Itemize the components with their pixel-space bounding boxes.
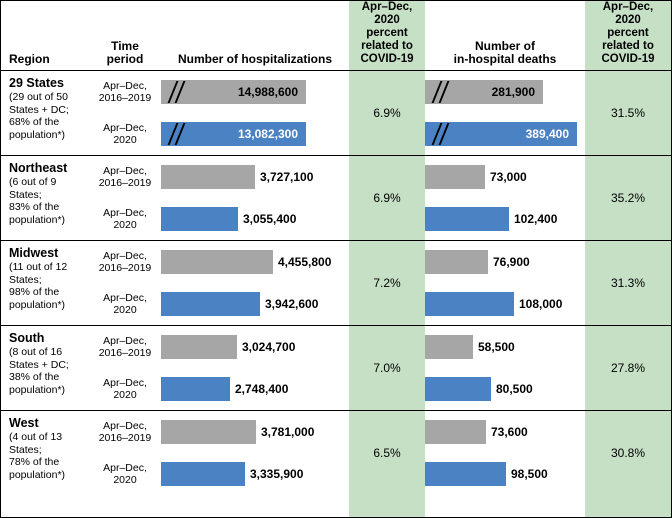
data-table [1,1,671,495]
period-2020-line2: 2020 [113,389,137,401]
death-covid-percent-value: 30.8% [610,446,646,460]
period-2020-line1: Apr–Dec, [103,121,147,134]
period-baseline [89,241,161,283]
header-in-hospital-deaths [425,1,585,71]
bar-baseline [161,80,306,104]
bar-row-2020 [161,113,349,155]
bar-value-label: 3,942,600 [265,297,319,311]
table-header-row [1,1,671,71]
period-cell [89,71,161,156]
axis-break-icon [169,81,187,103]
header-hosp-pct-line5: COVID-19 [360,53,414,65]
bar-value-label: 3,335,900 [250,467,304,481]
death-covid-percent-cell [585,156,671,241]
period-baseline [89,71,161,113]
hospitalization-covid-percent-cell [349,326,425,411]
period-baseline-line1: Apr–Dec, [103,249,147,262]
period-2020-line1: Apr–Dec, [103,376,147,389]
period-cell [89,411,161,496]
hospitalization-bars [161,411,349,496]
header-death-covid-percent [585,1,671,71]
hospitalization-covid-percent-value: 6.9% [373,191,401,205]
region-sub-line2: States; [9,443,42,456]
header-hosp-pct-line4: related to [361,40,413,52]
header-region: Region [9,52,50,66]
table-row [1,326,671,411]
bar-baseline [161,335,237,359]
hospitalization-bars [161,241,349,326]
table-row [1,71,671,156]
bar-row-2020 [425,283,585,325]
header-hospitalization-covid-percent [349,1,425,71]
region-sub-line2: States; [9,188,42,201]
bar-value-label: 98,500 [511,467,548,481]
period-2020 [89,198,161,240]
period-2020-line1: Apr–Dec, [103,206,147,219]
period-baseline [89,156,161,198]
bar-baseline [161,165,255,189]
death-covid-percent-cell [585,411,671,496]
bar-row-2020 [161,283,349,325]
bar-row-2020 [425,453,585,495]
period-2020 [89,113,161,155]
header-time-period-line1: Time [111,39,139,53]
bar-value-label: 13,082,300 [237,127,298,141]
table-row [1,411,671,496]
hospitalization-covid-percent-cell [349,411,425,496]
region-name: Midwest [9,246,59,260]
header-death-pct-line2: 2020 [615,14,641,26]
death-covid-percent-cell [585,241,671,326]
bar-2020 [425,207,509,231]
region-name: South [9,331,45,345]
bar-row-baseline [425,156,585,198]
hospitalization-bars [161,71,349,156]
hospitalization-covid-percent-cell [349,156,425,241]
axis-break-icon [433,123,451,145]
header-deaths-line1: Number of [475,39,535,53]
header-time-period-line2: period [106,52,144,66]
hospitalization-bars [161,156,349,241]
region-sub-line1: (8 out of 16 [9,346,63,358]
period-baseline [89,326,161,368]
header-hosp-pct-line3: percent [366,27,408,39]
period-baseline-line1: Apr–Dec, [103,334,147,347]
bar-row-baseline [425,241,585,283]
header-hospitalizations: Number of hospitalizations [177,52,332,66]
bar-row-baseline [161,156,349,198]
region-sub-line3: 68% of the [9,116,60,128]
death-bars [425,71,585,156]
region-sub-line3: 78% of the [9,456,60,468]
region-cell [1,326,89,411]
death-bars [425,411,585,496]
region-sub-line4: population*) [9,128,66,141]
period-baseline-line2: 2016–2019 [98,432,152,444]
bar-row-baseline [161,411,349,453]
period-cell [89,326,161,411]
header-death-pct-line3: percent [607,27,649,39]
bar-value-label: 58,500 [478,340,515,354]
table-row [1,156,671,241]
period-cell [89,241,161,326]
bar-value-label: 102,400 [514,212,558,226]
period-cell [89,156,161,241]
bar-2020 [425,122,577,146]
axis-break-icon [169,123,187,145]
death-bars [425,156,585,241]
death-covid-percent-cell [585,326,671,411]
header-death-pct-line4: related to [602,40,654,52]
period-2020-line2: 2020 [113,304,137,316]
hospitalization-covid-percent-cell [349,71,425,156]
region-sub-line3: 38% of the [9,371,60,383]
bar-row-baseline [425,411,585,453]
period-2020-line1: Apr–Dec, [103,461,147,474]
bar-baseline [425,335,473,359]
region-sub-line3: 98% of the [9,286,60,298]
region-name: Northeast [9,161,68,175]
region-cell [1,241,89,326]
region-sub-line1: (4 out of 13 [9,431,63,443]
region-sub-line4: population*) [9,383,66,396]
region-sub-line4: population*) [9,213,66,226]
header-death-pct-line5: COVID-19 [601,53,655,65]
death-covid-percent-value: 35.2% [610,191,646,205]
period-baseline-line1: Apr–Dec, [103,79,147,92]
region-cell [1,156,89,241]
bar-value-label: 76,900 [493,255,530,269]
bar-row-2020 [425,368,585,410]
period-2020 [89,453,161,495]
region-sub-line2: States + DC; [9,103,69,116]
death-covid-percent-value: 31.3% [610,276,646,290]
death-covid-percent-value: 31.5% [610,106,646,120]
region-sub-line4: population*) [9,298,66,311]
region-sub-line1: (29 out of 50 [9,91,68,103]
bar-row-2020 [161,453,349,495]
region-sub-line2: States + DC; [9,358,69,371]
bar-value-label: 3,727,100 [260,170,314,184]
bar-row-2020 [161,368,349,410]
bar-2020 [161,377,230,401]
header-hosp-pct-line1: Apr–Dec, [361,1,413,13]
bar-value-label: 80,500 [496,382,533,396]
bar-2020 [425,377,491,401]
bar-value-label: 3,781,000 [261,425,315,439]
header-time-period [89,1,161,71]
region-sub-line1: (11 out of 12 [9,261,68,273]
axis-break-icon [433,81,451,103]
bar-value-label: 389,400 [525,127,569,141]
bar-row-2020 [425,113,585,155]
period-2020 [89,368,161,410]
bar-baseline [161,250,273,274]
bar-value-label: 73,600 [491,425,528,439]
period-2020-line2: 2020 [113,474,137,486]
bar-2020 [161,207,238,231]
hospitalization-covid-percent-value: 7.2% [373,276,401,290]
region-sub-line2: States; [9,273,42,286]
bar-2020 [425,462,506,486]
death-bars [425,326,585,411]
bar-row-baseline [161,241,349,283]
header-deaths-line2: in-hospital deaths [453,52,557,66]
region-cell [1,71,89,156]
period-baseline-line2: 2016–2019 [98,262,152,274]
period-baseline-line2: 2016–2019 [98,177,152,189]
period-2020-line1: Apr–Dec, [103,291,147,304]
death-bars [425,241,585,326]
region-cell [1,411,89,496]
hospitalization-covid-percent-value: 6.9% [373,106,401,120]
region-sub-line4: population*) [9,468,66,481]
period-2020-line2: 2020 [113,134,137,146]
region-name: 29 States [9,76,64,90]
bar-row-baseline [161,71,349,113]
header-hosp-pct-line2: 2020 [374,14,400,26]
period-baseline-line2: 2016–2019 [98,347,152,359]
bar-value-label: 2,748,400 [235,382,289,396]
bar-baseline [425,420,486,444]
hospitalization-covid-percent-cell [349,241,425,326]
bar-baseline [161,420,256,444]
bar-baseline [425,250,488,274]
hospitalization-covid-percent-value: 7.0% [373,361,401,375]
bar-2020 [161,462,245,486]
bar-value-label: 3,024,700 [242,340,296,354]
bar-2020 [425,292,514,316]
bar-row-baseline [425,326,585,368]
bar-value-label: 14,988,600 [237,85,298,99]
period-baseline-line1: Apr–Dec, [103,164,147,177]
bar-row-2020 [161,198,349,240]
bar-row-baseline [161,326,349,368]
period-baseline [89,411,161,453]
bar-value-label: 281,900 [491,85,535,99]
bar-row-baseline [425,71,585,113]
bar-value-label: 108,000 [519,297,563,311]
bar-row-2020 [425,198,585,240]
bar-value-label: 73,000 [490,170,527,184]
table-row [1,241,671,326]
period-baseline-line1: Apr–Dec, [103,419,147,432]
region-sub-line3: 83% of the [9,201,60,213]
hospitalization-bars [161,326,349,411]
death-covid-percent-cell [585,71,671,156]
bar-2020 [161,122,306,146]
bar-value-label: 3,055,400 [243,212,297,226]
bar-baseline [425,165,485,189]
period-baseline-line2: 2016–2019 [98,92,152,104]
bar-value-label: 4,455,800 [278,255,332,269]
bar-baseline [425,80,543,104]
bar-2020 [161,292,260,316]
region-name: West [9,416,39,430]
period-2020 [89,283,161,325]
header-death-pct-line1: Apr–Dec, [602,1,654,13]
hospitalization-covid-percent-value: 6.5% [373,446,401,460]
death-covid-percent-value: 27.8% [610,361,646,375]
period-2020-line2: 2020 [113,219,137,231]
region-sub-line1: (6 out of 9 [9,176,57,188]
